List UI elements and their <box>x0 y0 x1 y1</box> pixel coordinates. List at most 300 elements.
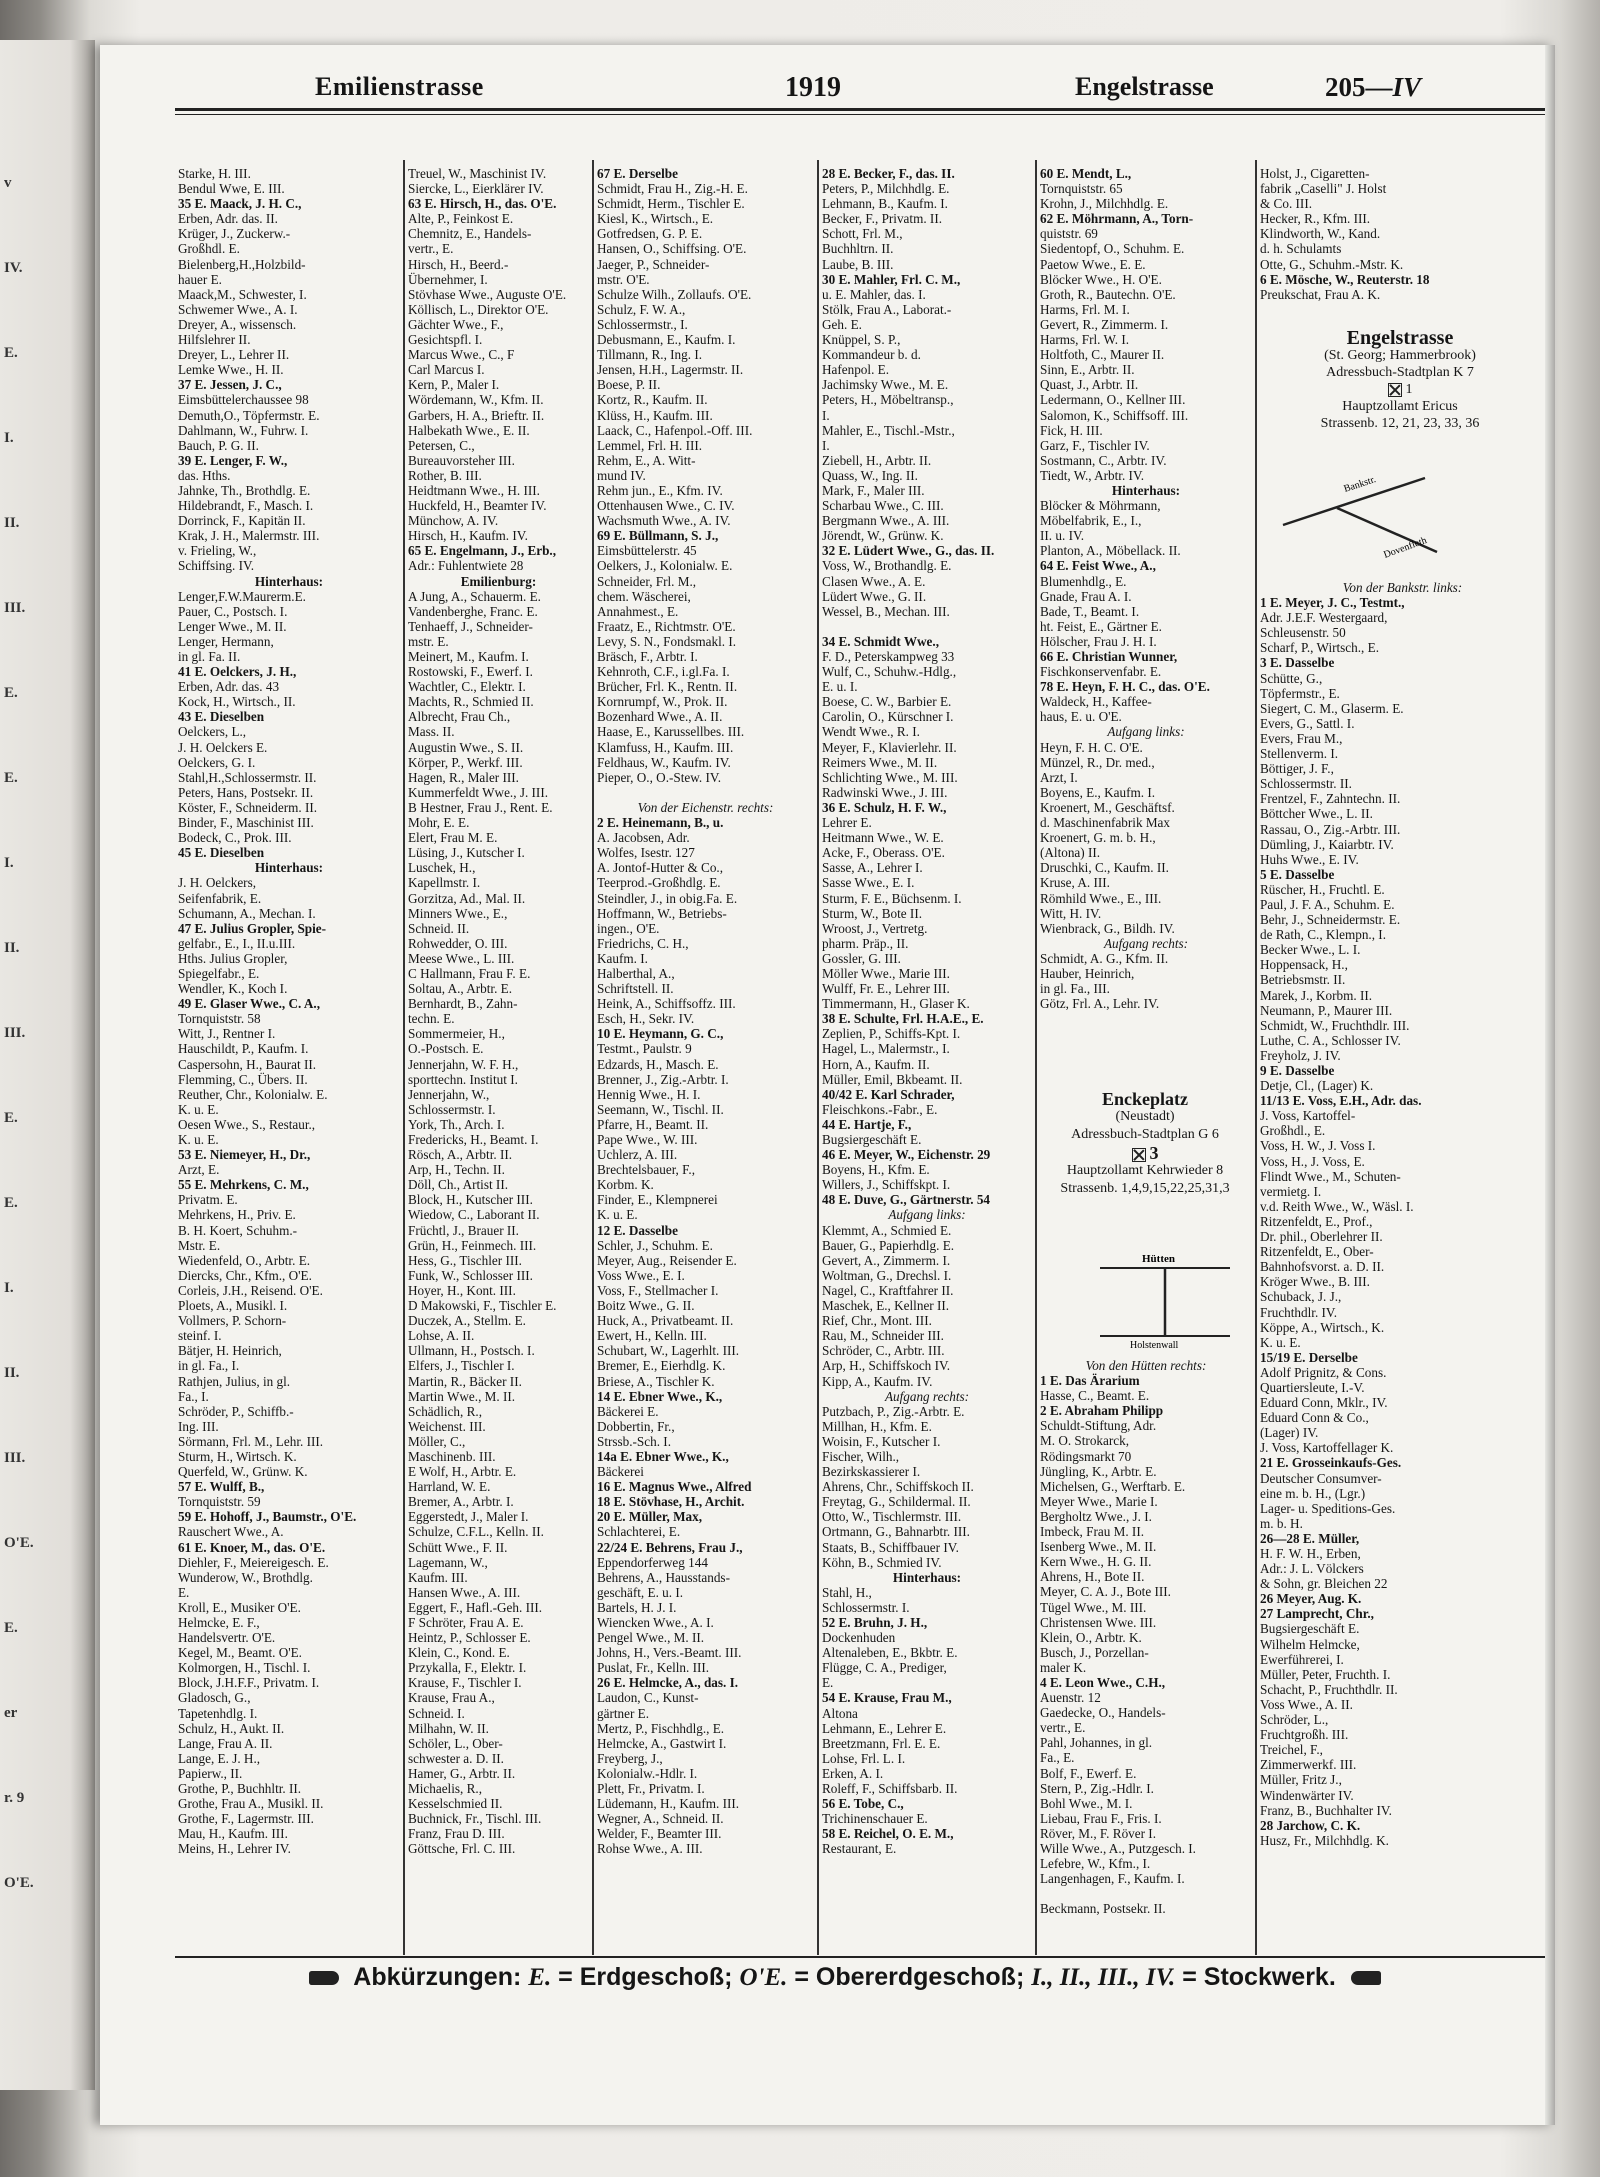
directory-entry: Meyer, C. A. J., Bote III. <box>1040 1584 1171 1600</box>
directory-entry: Wolfes, Isestr. 127 <box>597 845 695 861</box>
directory-entry: Johns, H., Vers.-Beamt. III. <box>597 1645 742 1661</box>
directory-entry: Wessel, B., Mechan. III. <box>822 603 950 619</box>
directory-entry: Carolin, O., Kürschner I. <box>822 709 954 725</box>
directory-entry: fabrik „Caselli" J. Holst <box>1260 181 1387 197</box>
directory-entry: Fleischkons.-Fabr., E. <box>822 1101 938 1117</box>
directory-entry: in gl. Fa., I. <box>178 1358 240 1374</box>
directory-entry: Ewerführerei, I. <box>1260 1651 1344 1667</box>
directory-entry: Pengel Wwe., M. II. <box>597 1630 705 1646</box>
edge-mark: II. <box>4 940 20 956</box>
directory-entry: 32 E. Lüdert Wwe., G., das. II. <box>822 543 995 559</box>
directory-entry: 43 E. Dieselben <box>178 709 265 725</box>
directory-entry: Gevert, R., Zimmerm. I. <box>1040 316 1169 332</box>
directory-entry: Blöcker Wwe., H. O'E. <box>1040 271 1162 287</box>
directory-entry: Kroenert, G. m. b. H., <box>1040 830 1156 846</box>
directory-entry: Klemmt, A., Schmied E. <box>822 1222 952 1238</box>
directory-entry: Schacht, P., Fruchthdlr. II. <box>1260 1681 1398 1697</box>
directory-entry: Hoyer, H., Kont. III. <box>408 1282 516 1298</box>
directory-entry: Lüsing, J., Kutscher I. <box>408 845 525 861</box>
directory-entry: Kolonialw.-Hdlr. I. <box>597 1765 698 1781</box>
directory-entry: Minners Wwe., E., <box>408 905 508 921</box>
footer-def-floors: = Stockwerk. <box>1182 1963 1336 1991</box>
directory-entry: 36 E. Schulz, H. F. W., <box>822 799 947 815</box>
directory-entry: v.d. Reith Wwe., W., Wäsl. I. <box>1260 1198 1414 1214</box>
directory-entry: Stahl,H.,Schlossermstr. II. <box>178 769 317 785</box>
directory-entry: Planton, A., Möbellack. II. <box>1040 543 1181 559</box>
directory-entry: Schütt Wwe., F. II. <box>408 1539 508 1555</box>
directory-entry: Annahmest., E. <box>597 603 679 619</box>
directory-entry: Gossler, G. III. <box>822 950 901 966</box>
directory-entry: Breetzmann, Frl. E. E. <box>822 1735 941 1751</box>
directory-entry: Jachimsky Wwe., M. E. <box>822 377 949 393</box>
directory-entry: Röver, M., F. Röver I. <box>1040 1825 1156 1841</box>
directory-entry: Körper, P., Werkf. III. <box>408 754 523 770</box>
directory-entry: Lager- u. Speditions-Ges. <box>1260 1500 1396 1516</box>
directory-entry: Kock, H., Wirtsch., II. <box>178 694 296 710</box>
directory-entry: E. <box>822 1675 834 1691</box>
directory-entry: Peters, Hans, Postsekr. II. <box>178 784 314 800</box>
directory-entry: Sinn, E., Arbtr. II. <box>1040 362 1135 378</box>
directory-entry: Kiesl, K., Wirtsch., E. <box>597 211 714 227</box>
directory-entry: Schulz, F. W. A., <box>597 301 686 317</box>
edge-mark: E. <box>4 1195 18 1211</box>
directory-entry: Steindler, J., in obig.Fa. E. <box>597 890 738 906</box>
directory-entry: Boitz Wwe., G. II. <box>597 1298 695 1314</box>
directory-entry: Tillmann, R., Ing. I. <box>597 347 703 363</box>
directory-entry: Möbelfabrik, E., I., <box>1040 513 1142 529</box>
directory-entry: Krüger, J., Zuckerw.- <box>178 226 291 242</box>
directory-entry: Horn, A., Kaufm. II. <box>822 1056 930 1072</box>
directory-entry: Kaufm. III. <box>408 1569 468 1585</box>
directory-entry: Kapellmstr. I. <box>408 875 481 891</box>
directory-entry: Uchlerz, A. III. <box>597 1147 678 1163</box>
directory-entry: Holst, J., Cigaretten- <box>1260 166 1370 181</box>
engelstrasse-map-ref: Adressbuch-Stadtplan K 7 <box>1326 365 1474 380</box>
directory-entry: Köppe, A., Wirtsch., K. <box>1260 1319 1385 1335</box>
directory-entry: Boyens, E., Kaufm. I. <box>1040 784 1156 800</box>
directory-entry: Timmermann, H., Glaser K. <box>822 996 970 1012</box>
directory-entry: Römhild Wwe., E., III. <box>1040 890 1162 906</box>
directory-entry: Franz, B., Buchhalter IV. <box>1260 1802 1392 1818</box>
directory-entry: Block, J.H.F.F., Privatm. I. <box>178 1675 320 1691</box>
engelstrasse-tram: Strassenb. 12, 21, 23, 33, 36 <box>1320 416 1480 431</box>
directory-entry: 30 E. Mahler, Frl. C. M., <box>822 271 961 287</box>
directory-entry: Treuel, W., Maschinist IV. <box>408 166 547 181</box>
directory-entry: Schubart, W., Lagerhlt. III. <box>597 1343 740 1359</box>
directory-entry: & Co. III. <box>1260 196 1313 212</box>
directory-entry: Wendler, K., Koch I. <box>178 981 288 997</box>
directory-entry: Michelsen, G., Werftarb. E. <box>1040 1478 1186 1494</box>
directory-entry: Rief, Chr., Mont. III. <box>822 1313 932 1329</box>
directory-entry: H. F. W. H., Erben, <box>1260 1546 1361 1561</box>
directory-entry: Acke, F., Oberass. O'E. <box>822 845 945 861</box>
directory-entry: Imbeck, Frau M. II. <box>1040 1524 1145 1540</box>
directory-entry: Bauer, G., Papierhdlg. E. <box>822 1237 955 1253</box>
engelstrasse-street-plan <box>1275 470 1445 575</box>
edge-mark: E. <box>4 770 18 786</box>
directory-entry: Hoffmann, W., Betriebs- <box>597 905 727 921</box>
directory-entry: Welder, F., Beamter III. <box>597 1826 722 1842</box>
directory-entry: Eggerstedt, J., Maler I. <box>408 1509 529 1525</box>
directory-entry: 2 E. Abraham Philipp <box>1040 1403 1164 1419</box>
footer-def-e: = Erdgeschoß; <box>558 1963 733 1991</box>
directory-entry: Auenstr. 12 <box>1040 1690 1101 1706</box>
directory-entry: Eimsbüttelerchaussee 98 <box>178 392 309 408</box>
directory-entry: Diercks, Chr., Kfm., O'E. <box>178 1267 312 1283</box>
directory-entry: A Jung, A., Schauerm. E. <box>408 588 541 604</box>
directory-entry: de Rath, C., Klempn., I. <box>1260 927 1386 943</box>
directory-entry: Windenwärter IV. <box>1260 1787 1354 1803</box>
postbox-count: 3 <box>1149 1143 1159 1163</box>
directory-entry: Flindt Wwe., M., Schuten- <box>1260 1168 1401 1184</box>
directory-entry: Rostowski, F., Ewerf. I. <box>408 664 533 680</box>
directory-entry: Wulff, Fr. E., Lehrer III. <box>822 981 950 997</box>
directory-entry: Restaurant, E. <box>822 1841 897 1857</box>
directory-entry: Meese Wwe., L. III. <box>408 950 515 966</box>
directory-entry: Münzel, R., Dr. med., <box>1040 754 1155 770</box>
directory-entry: steinf. I. <box>178 1328 222 1344</box>
directory-entry: Ullmann, H., Postsch. I. <box>408 1343 535 1359</box>
directory-entry: Schuback, J. J., <box>1260 1289 1342 1305</box>
directory-column-3 <box>597 166 814 1951</box>
directory-entry: Ortmann, G., Bahnarbtr. III. <box>822 1524 970 1540</box>
directory-entry: Hamer, G., Arbtr. II. <box>408 1765 516 1781</box>
directory-entry: Liebau, Frau F., Fris. I. <box>1040 1810 1162 1826</box>
directory-entry: Feldhaus, W., Kaufm. IV. <box>597 754 731 770</box>
directory-entry: Clasen Wwe., A. E. <box>822 573 926 589</box>
directory-entry: Heintz, P., Schlosser E. <box>408 1630 531 1646</box>
directory-entry: Brenner, J., Zig.-Arbtr. I. <box>597 1071 729 1087</box>
directory-entry: Oelckers, L., <box>178 724 247 740</box>
directory-entry: Voss, F., Stellmacher I. <box>597 1282 719 1298</box>
directory-entry: ingen., O'E. <box>597 920 660 936</box>
directory-entry: 67 E. Derselbe <box>597 166 678 181</box>
directory-entry: Wegner, A., Schneid. II. <box>597 1811 724 1827</box>
directory-entry: J. Voss, Kartoffel- <box>1260 1108 1356 1124</box>
directory-entry: Emilienburg: <box>460 573 537 589</box>
directory-entry: Augustin Wwe., S. II. <box>408 739 524 755</box>
directory-entry: Esch, H., Sekr. IV. <box>597 1011 695 1027</box>
directory-entry: Krohn, J., Milchhdlg. E. <box>1040 196 1169 212</box>
directory-entry: 34 E. Schmidt Wwe., <box>822 633 939 649</box>
directory-entry: Fruchthdlr. IV. <box>1260 1304 1338 1320</box>
directory-entry: Trichinenschauer E. <box>822 1811 928 1827</box>
directory-entry: Kortz, R., Kaufm. II. <box>597 392 708 408</box>
directory-entry: Lefebre, W., Kfm., I. <box>1040 1856 1151 1872</box>
directory-entry: Lohse, Frl. L. I. <box>822 1750 906 1766</box>
directory-entry: Bielenberg,H.,Holzbild- <box>178 256 306 272</box>
edge-mark: E. <box>4 345 18 361</box>
directory-entry: 35 E. Maack, J. H. C., <box>178 196 302 212</box>
directory-entry: Bozenhard Wwe., A. II. <box>597 709 723 725</box>
directory-entry: K. u. E. <box>178 1101 219 1117</box>
directory-entry: 38 E. Schulte, Frl. H.A.E., E. <box>822 1011 984 1027</box>
directory-entry: Hirsch, H., Kaufm. IV. <box>408 528 528 544</box>
directory-entry: Kegel, M., Beamt. O'E. <box>178 1645 302 1661</box>
directory-entry: Paul, J. F. A., Schuhm. E. <box>1260 896 1395 912</box>
directory-entry: Ahrens, H., Bote II. <box>1040 1569 1145 1585</box>
directory-entry: Bezirkskassierer I. <box>822 1464 921 1480</box>
directory-entry: u. E. Mahler, das. I. <box>822 286 926 302</box>
directory-entry: Hansen Wwe., A. III. <box>408 1584 521 1600</box>
edge-mark: I. <box>4 855 14 871</box>
directory-entry: Wiencken Wwe., A. I. <box>597 1615 714 1630</box>
directory-entry: Heink, A., Schiffsoffz. III. <box>597 996 736 1012</box>
directory-entry: Gächter Wwe., F., <box>408 316 504 332</box>
directory-entry: hauer E. <box>178 271 222 287</box>
directory-entry: Schulze Wilh., Zollaufs. O'E. <box>597 286 752 302</box>
directory-entry: Mohr, E. E. <box>408 815 470 831</box>
directory-entry: Zeplien, P., Schiffs-Kpt. I. <box>822 1026 961 1042</box>
directory-entry: Lohse, A. II. <box>408 1328 475 1344</box>
directory-entry: Hess, G., Tischler III. <box>408 1252 522 1268</box>
directory-entry: Bendul Wwe, E. III. <box>178 181 285 197</box>
directory-entry: Bade, T., Beamt. I. <box>1040 603 1140 619</box>
directory-entry: Hoppensack, H., <box>1260 957 1348 973</box>
directory-entry: Boyens, H., Kfm. E. <box>822 1162 930 1178</box>
directory-entry: Lange, Frau A. II. <box>178 1735 273 1751</box>
directory-entry: Teerprod.-Großhdlg. E. <box>597 875 721 891</box>
directory-entry: Eimsbüttelerstr. 45 <box>597 543 697 559</box>
directory-entry: I. <box>822 407 830 423</box>
directory-entry: Köllisch, L., Direktor O'E. <box>408 301 549 317</box>
directory-entry: Klüss, H., Kaufm. III. <box>597 407 713 423</box>
directory-entry: Kipp, A., Kaufm. IV. <box>822 1373 933 1389</box>
directory-entry: Voss, H. W., J. Voss I. <box>1260 1138 1376 1154</box>
directory-entry: Jaeger, P., Schneider- <box>597 256 710 272</box>
directory-entry: Bremer, E., Eierhdlg. K. <box>597 1358 726 1374</box>
directory-entry: D Makowski, F., Tischler E. <box>408 1298 557 1314</box>
directory-entry: Kroll, E., Musiker O'E. <box>178 1599 301 1615</box>
directory-entry: Möller Wwe., Marie III. <box>822 965 950 981</box>
directory-entry: Fischer, Wilh., <box>822 1448 900 1464</box>
directory-entry: Schneid. II. <box>408 920 470 936</box>
footer-def-oe: = Obererdgeschoß; <box>794 1963 1025 1991</box>
directory-entry: Sommermeier, H., <box>408 1026 505 1042</box>
directory-entry: maler K. <box>1040 1659 1087 1675</box>
column-divider <box>403 160 405 1955</box>
directory-entry: Kornrumpf, W., Prok. II. <box>597 694 728 710</box>
directory-entry: Meyer Wwe., Marie I. <box>1040 1493 1158 1509</box>
directory-entry: Götz, Frl. A., Lehr. IV. <box>1040 996 1160 1012</box>
directory-entry <box>1040 1886 1252 1901</box>
directory-entry: B. H. Koert, Schuhm.- <box>178 1222 298 1238</box>
directory-entry: Hansen, O., Schiffsing. O'E. <box>597 241 747 257</box>
directory-entry: Erben, Adr. das. 43 <box>178 679 280 695</box>
directory-entry: Vandenberghe, Franc. E. <box>408 603 538 619</box>
directory-entry: Tornquiststr. 58 <box>178 1011 261 1027</box>
directory-entry: Dreyer, L., Lehrer II. <box>178 347 290 363</box>
directory-entry: geschäft, E. u. I. <box>597 1584 684 1600</box>
footer-rule <box>175 1956 1545 1958</box>
directory-entry: 46 E. Meyer, W., Eichenstr. 29 <box>822 1147 991 1163</box>
directory-entry: Grothe, P., Buchhltr. II. <box>178 1781 302 1797</box>
directory-entry: Bahnhofsvorst. a. D. II. <box>1260 1259 1385 1275</box>
directory-entry: Gaedecke, O., Handels- <box>1040 1705 1166 1721</box>
directory-entry: Hinterhaus: <box>254 860 324 876</box>
directory-entry: Schlachterei, E. <box>597 1524 681 1540</box>
directory-entry: Handelsvertr. O'E. <box>178 1630 276 1646</box>
directory-entry: 12 E. Dasselbe <box>597 1222 678 1238</box>
directory-column-5-top <box>1040 166 1252 1012</box>
directory-entry: Ziebell, H., Arbtr. II. <box>822 452 932 468</box>
directory-entry: Aufgang rechts: <box>1103 935 1189 951</box>
directory-entry: 60 E. Mendt, L., <box>1040 166 1132 181</box>
directory-entry: Corleis, J.H., Reisend. O'E. <box>178 1282 323 1298</box>
directory-entry: 61 E. Knoer, M., das. O'E. <box>178 1539 326 1555</box>
directory-entry: Ing. III. <box>178 1418 219 1434</box>
directory-entry: 27 Lamprecht, Chr., <box>1260 1606 1374 1622</box>
directory-entry: Bätjer, H. Heinrich, <box>178 1343 282 1359</box>
directory-entry: Schuldt-Stiftung, Adr. <box>1040 1418 1157 1434</box>
directory-entry: schwester a. D. II. <box>408 1750 504 1766</box>
directory-entry: Preukschat, Frau A. K. <box>1260 286 1381 302</box>
directory-entry: Schneider, Frl. M., <box>597 573 697 589</box>
directory-entry: Wiedenfeld, O., Arbtr. E. <box>178 1252 311 1268</box>
directory-entry: Lagemann, W., <box>408 1554 488 1570</box>
directory-entry: Waldeck, H., Kaffee- <box>1040 694 1152 710</box>
directory-entry: Reimers Wwe., M. II. <box>822 754 938 770</box>
directory-entry: ht. Feist, E., Gärtner E. <box>1040 618 1162 634</box>
directory-entry: 3 E. Dasselbe <box>1260 655 1335 671</box>
directory-entry: Debusmann, E., Kaufm. I. <box>597 332 736 348</box>
header-rule-thin <box>175 114 1545 115</box>
header-year: 1919 <box>785 72 841 103</box>
directory-entry: gärtner E. <box>597 1705 649 1721</box>
directory-entry: Quass, W., Ing. II. <box>822 467 918 483</box>
directory-entry: K. u. E. <box>1260 1334 1301 1350</box>
directory-entry: Meins, H., Lehrer IV. <box>178 1841 291 1857</box>
directory-entry: Soltau, A., Arbtr. E. <box>408 981 513 997</box>
directory-entry: Kern, P., Maler I. <box>408 377 500 393</box>
directory-entry: Wienbrack, G., Bildh. IV. <box>1040 920 1175 936</box>
directory-entry: Tornquiststr. 65 <box>1040 181 1123 197</box>
directory-entry: Oelkers, J., Kolonialw. E. <box>597 558 733 574</box>
directory-entry: Seemann, W., Tischl. II. <box>597 1101 724 1117</box>
directory-entry: Korbm. K. <box>597 1177 654 1193</box>
engelstrasse-postbox <box>1255 381 1545 398</box>
directory-entry: Schütte, G., <box>1260 670 1323 686</box>
directory-entry: E. <box>178 1584 190 1600</box>
directory-entry: Boese, P. II. <box>597 377 661 393</box>
enckeplatz-postbox <box>1040 1144 1250 1162</box>
directory-entry: Weichenst. III. <box>408 1418 486 1434</box>
enckeplatz-street-plan <box>1090 1250 1240 1350</box>
abbreviations-footer <box>270 1963 1420 1992</box>
directory-entry: Dr. phil., Oberlehrer II. <box>1260 1229 1383 1245</box>
directory-entry: Laube, B. III. <box>822 256 894 272</box>
directory-entry: 26 E. Helmcke, A., das. I. <box>597 1675 739 1691</box>
directory-entry: Siegert, C. M., Glaserm. E. <box>1260 700 1404 716</box>
directory-entry: 41 E. Oelckers, J. H., <box>178 664 297 680</box>
directory-entry: m. b. H. <box>1260 1515 1303 1531</box>
directory-entry: Holtfoth, C., Maurer II. <box>1040 347 1165 363</box>
directory-entry: Rother, B. III. <box>408 467 482 483</box>
directory-entry: Fa., E. <box>1040 1750 1075 1766</box>
edge-mark: III. <box>4 1450 26 1466</box>
directory-entry: Gorzitza, Ad., Mal. II. <box>408 890 526 906</box>
directory-entry: Edzards, H., Masch. E. <box>597 1056 719 1072</box>
directory-entry: Lenger, Hermann, <box>178 633 274 649</box>
directory-entry: Paetow Wwe., E. E. <box>1040 256 1146 272</box>
directory-entry: Lehmann, E., Lehrer E. <box>822 1720 947 1736</box>
directory-entry: Hinterhaus: <box>1111 482 1181 498</box>
directory-entry: Jörendt, W., Grünw. K. <box>822 528 944 544</box>
directory-entry: Maack,M., Schwester, I. <box>178 286 307 302</box>
directory-entry: 59 E. Hohoff, J., Baumstr., O'E. <box>178 1509 357 1525</box>
directory-entry: Schlossermstr. I. <box>408 1101 496 1117</box>
directory-entry: Tügel Wwe., M. III. <box>1040 1599 1147 1615</box>
directory-entry: Ewert, H., Kelln. III. <box>597 1328 707 1344</box>
directory-entry: J. Voss, Kartoffellager K. <box>1260 1440 1394 1456</box>
directory-entry: Stövhase Wwe., Auguste O'E. <box>408 286 567 302</box>
directory-entry: Wendt Wwe., R. I. <box>822 724 920 740</box>
footer-abbr-e: E. <box>528 1964 552 1991</box>
directory-entry: Rau, M., Schneider III. <box>822 1328 944 1344</box>
directory-entry: Briese, A., Tischler K. <box>597 1373 715 1389</box>
directory-entry: 15/19 E. Derselbe <box>1260 1349 1358 1365</box>
directory-entry: Schneid. I. <box>408 1705 465 1721</box>
page-shadow <box>1545 45 1555 2125</box>
directory-entry: Gevert, A., Zimmerm. I. <box>822 1252 951 1268</box>
directory-entry: Wunderow, W., Brothdlg. <box>178 1569 313 1585</box>
directory-entry: Halbekath Wwe., E. II. <box>408 422 530 438</box>
directory-entry: Heyn, F. H. C. O'E. <box>1040 739 1143 755</box>
directory-entry: Finder, E., Klempnerei <box>597 1192 718 1208</box>
directory-entry: Spiegelfabr., E. <box>178 965 260 981</box>
directory-entry: Bräsch, F., Arbtr. I. <box>597 649 698 664</box>
directory-entry: Staats, B., Schiffbauer IV. <box>822 1539 959 1555</box>
footer-label: Abkürzungen: <box>353 1963 522 1991</box>
directory-entry: Martin, R., Bäcker II. <box>408 1373 522 1389</box>
directory-entry: 63 E. Hirsch, H., das. O'E. <box>408 196 557 212</box>
directory-entry: 45 E. Dieselben <box>178 845 265 861</box>
directory-entry: Mau, H., Kaufm. III. <box>178 1826 288 1842</box>
directory-entry: Brechtelsbauer, F., <box>597 1162 696 1178</box>
directory-entry: Schlossermstr. I. <box>822 1599 910 1615</box>
directory-entry: Behrens, A., Hausstands- <box>597 1569 730 1585</box>
directory-entry: Woisin, F., Kutscher I. <box>822 1433 941 1449</box>
directory-entry: Stellenverm. I. <box>1260 746 1339 762</box>
engelstrasse-title: Engelstrasse <box>1346 327 1454 349</box>
directory-entry: Luthe, C. A., Schlosser IV. <box>1260 1032 1401 1048</box>
directory-entry: Schiffsing. IV. <box>178 558 255 574</box>
directory-entry: d. h. Schulamts <box>1260 241 1342 257</box>
directory-entry: 28 E. Becker, F., das. II. <box>822 166 955 181</box>
directory-entry: Lemke Wwe., H. II. <box>178 362 284 378</box>
directory-entry: Ploets, A., Musikl. I. <box>178 1298 288 1314</box>
directory-entry: Sasse, A., Lehrer I. <box>822 860 923 876</box>
directory-entry: Testmt., Paulstr. 9 <box>597 1041 692 1057</box>
directory-entry: Hauschildt, P., Kaufm. I. <box>178 1041 309 1057</box>
enckeplatz-map-ref: Adressbuch-Stadtplan G 6 <box>1071 1127 1219 1142</box>
directory-entry: Schott, Frl. M., <box>822 226 903 242</box>
postbox-icon <box>1132 1148 1146 1162</box>
directory-entry: Kaufm. I. <box>597 950 648 966</box>
directory-entry: Halberthal, A., <box>597 965 675 981</box>
directory-entry: J. H. Oelckers, <box>178 875 257 891</box>
directory-entry: Schlichting Wwe., M. III. <box>822 769 958 785</box>
directory-entry: Ledermann, O., Kellner III. <box>1040 392 1186 408</box>
directory-entry: Grün, H., Feinmech. III. <box>408 1237 537 1253</box>
directory-entry: Wachtler, C., Elektr. I. <box>408 679 526 695</box>
directory-entry: Nagel, C., Kraftfahrer II. <box>822 1282 954 1298</box>
edge-mark: er <box>4 1705 18 1721</box>
directory-entry: C Hallmann, Frau F. E. <box>408 965 531 981</box>
directory-entry: Caspersohn, H., Baurat II. <box>178 1056 317 1072</box>
directory-entry: Ritzenfeldt, E., Prof., <box>1260 1213 1373 1229</box>
directory-entry: Arp, H., Techn. II. <box>408 1162 505 1178</box>
